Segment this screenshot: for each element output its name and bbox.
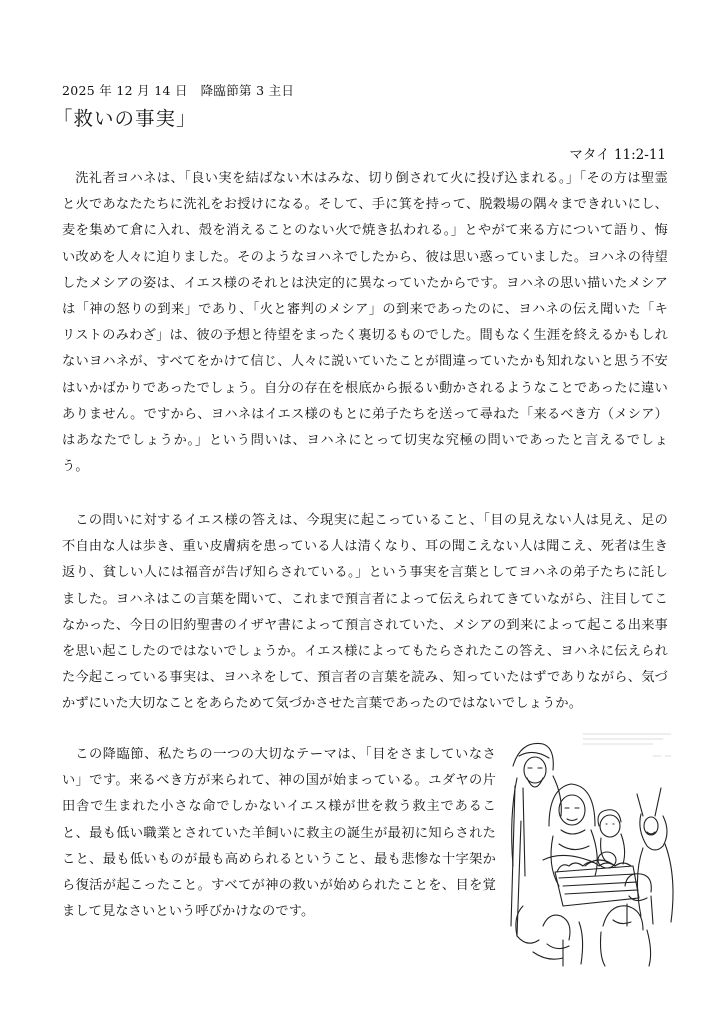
caption-scribble [583, 734, 671, 756]
scripture-reference: マタイ 11:2-11 [569, 147, 666, 163]
manger [555, 852, 639, 906]
shepherd-figure [601, 906, 651, 966]
nativity-illustration [503, 726, 681, 968]
sermon-title: 「救いの事実」 [53, 107, 197, 130]
donkey [637, 788, 673, 922]
body-paragraph-1: 洗礼者ヨハネは、「良い実を結ばない木はみな、切り倒されて火に投げ込まれる。」「その方は聖霊と火であなたたちに洗礼をお授けになる。そして、手に箕を持って、脱穀場の隅々まできれいにし、麦を集めて倉に入れ、殻を消えることのない火で焼き払われる。」とやがて来る方について語り、悔い改めを人々に迫りました。そのようなヨハネでしたから、彼は思い惑っていました。ヨハネの待望したメシアの姿は、イエス様のそれとは決定的に異なっていたからです。ヨハネの思い描いたメシアは「神の怒りの到来」であり、「火と審判のメシア」の到来であったのに、ヨハネの伝え聞いた「キリストのみわざ」は、彼の予想と待望をまったく裏切るものでした。間もなく生涯を終えるかもしれないヨハネが、すべてをかけて信じ、人々に説いていたことが間違っていたかも知れないと思う不安はいかばかりであったでしょう。自分の存在を根底から振るい動かされるようなことであったに違いありません。ですから、ヨハネはイエス様のもとに弟子たちを送って尋ねた「来るべき方（メシア）はあなたでしょうか。」という問いは、ヨハネにとって切実な究極の問いであったと言えるでしょう。 [62, 171, 668, 475]
sheep [598, 810, 625, 864]
body-paragraph-3: この降臨節、私たちの一つの大切なテーマは、「目をさましていなさい」です。来るべき方が来られて、神の国が始まっている。ユダヤの片田舎で生まれた小さな命でしかないイエス様が世を救う救主であること、最も低い職業とされていた羊飼いに救主の誕生が最初に知らされたこと、最も低いものが最も高められるということ、最も悲惨な十字架から復活が起こったこと。すべてが神の救いが始められたことを、目を覚まして見なさいという呼びかけなのです。 [62, 747, 496, 920]
foreground-figures [516, 906, 583, 966]
body-paragraph-2: この問いに対するイエス様の答えは、今現実に起こっていること、「目の見えない人は見え、足の不自由な人は歩き、重い皮膚病を患っている人は清くなり、耳の聞こえない人は聞こえ、死者は生き返り、貧しい人には福音が告げ知らされている。」という事実を言葉としてヨハネの弟子たちに託しました。ヨハネはこの言葉を聞いて、これまで預言者によって伝えられてきていながら、注目してこなかった、今日の旧約聖書のイザヤ書によって預言されていた、メシアの到来によって起こる出来事を思い起こしたのではないでしょうか。イエス様によってもたらされたこの答え、ヨハネに伝えられた今起こっている事実は、ヨハネをして、預言者の言葉を読み、知っていたはずでありながら、気づかずにいた大切なことをあらためて気づかさせた言葉であったのではないでしょうか。 [62, 513, 668, 712]
staff [517, 821, 521, 936]
service-date: 2025 年 12 月 14 日 降臨節第 3 主日 [62, 83, 295, 98]
